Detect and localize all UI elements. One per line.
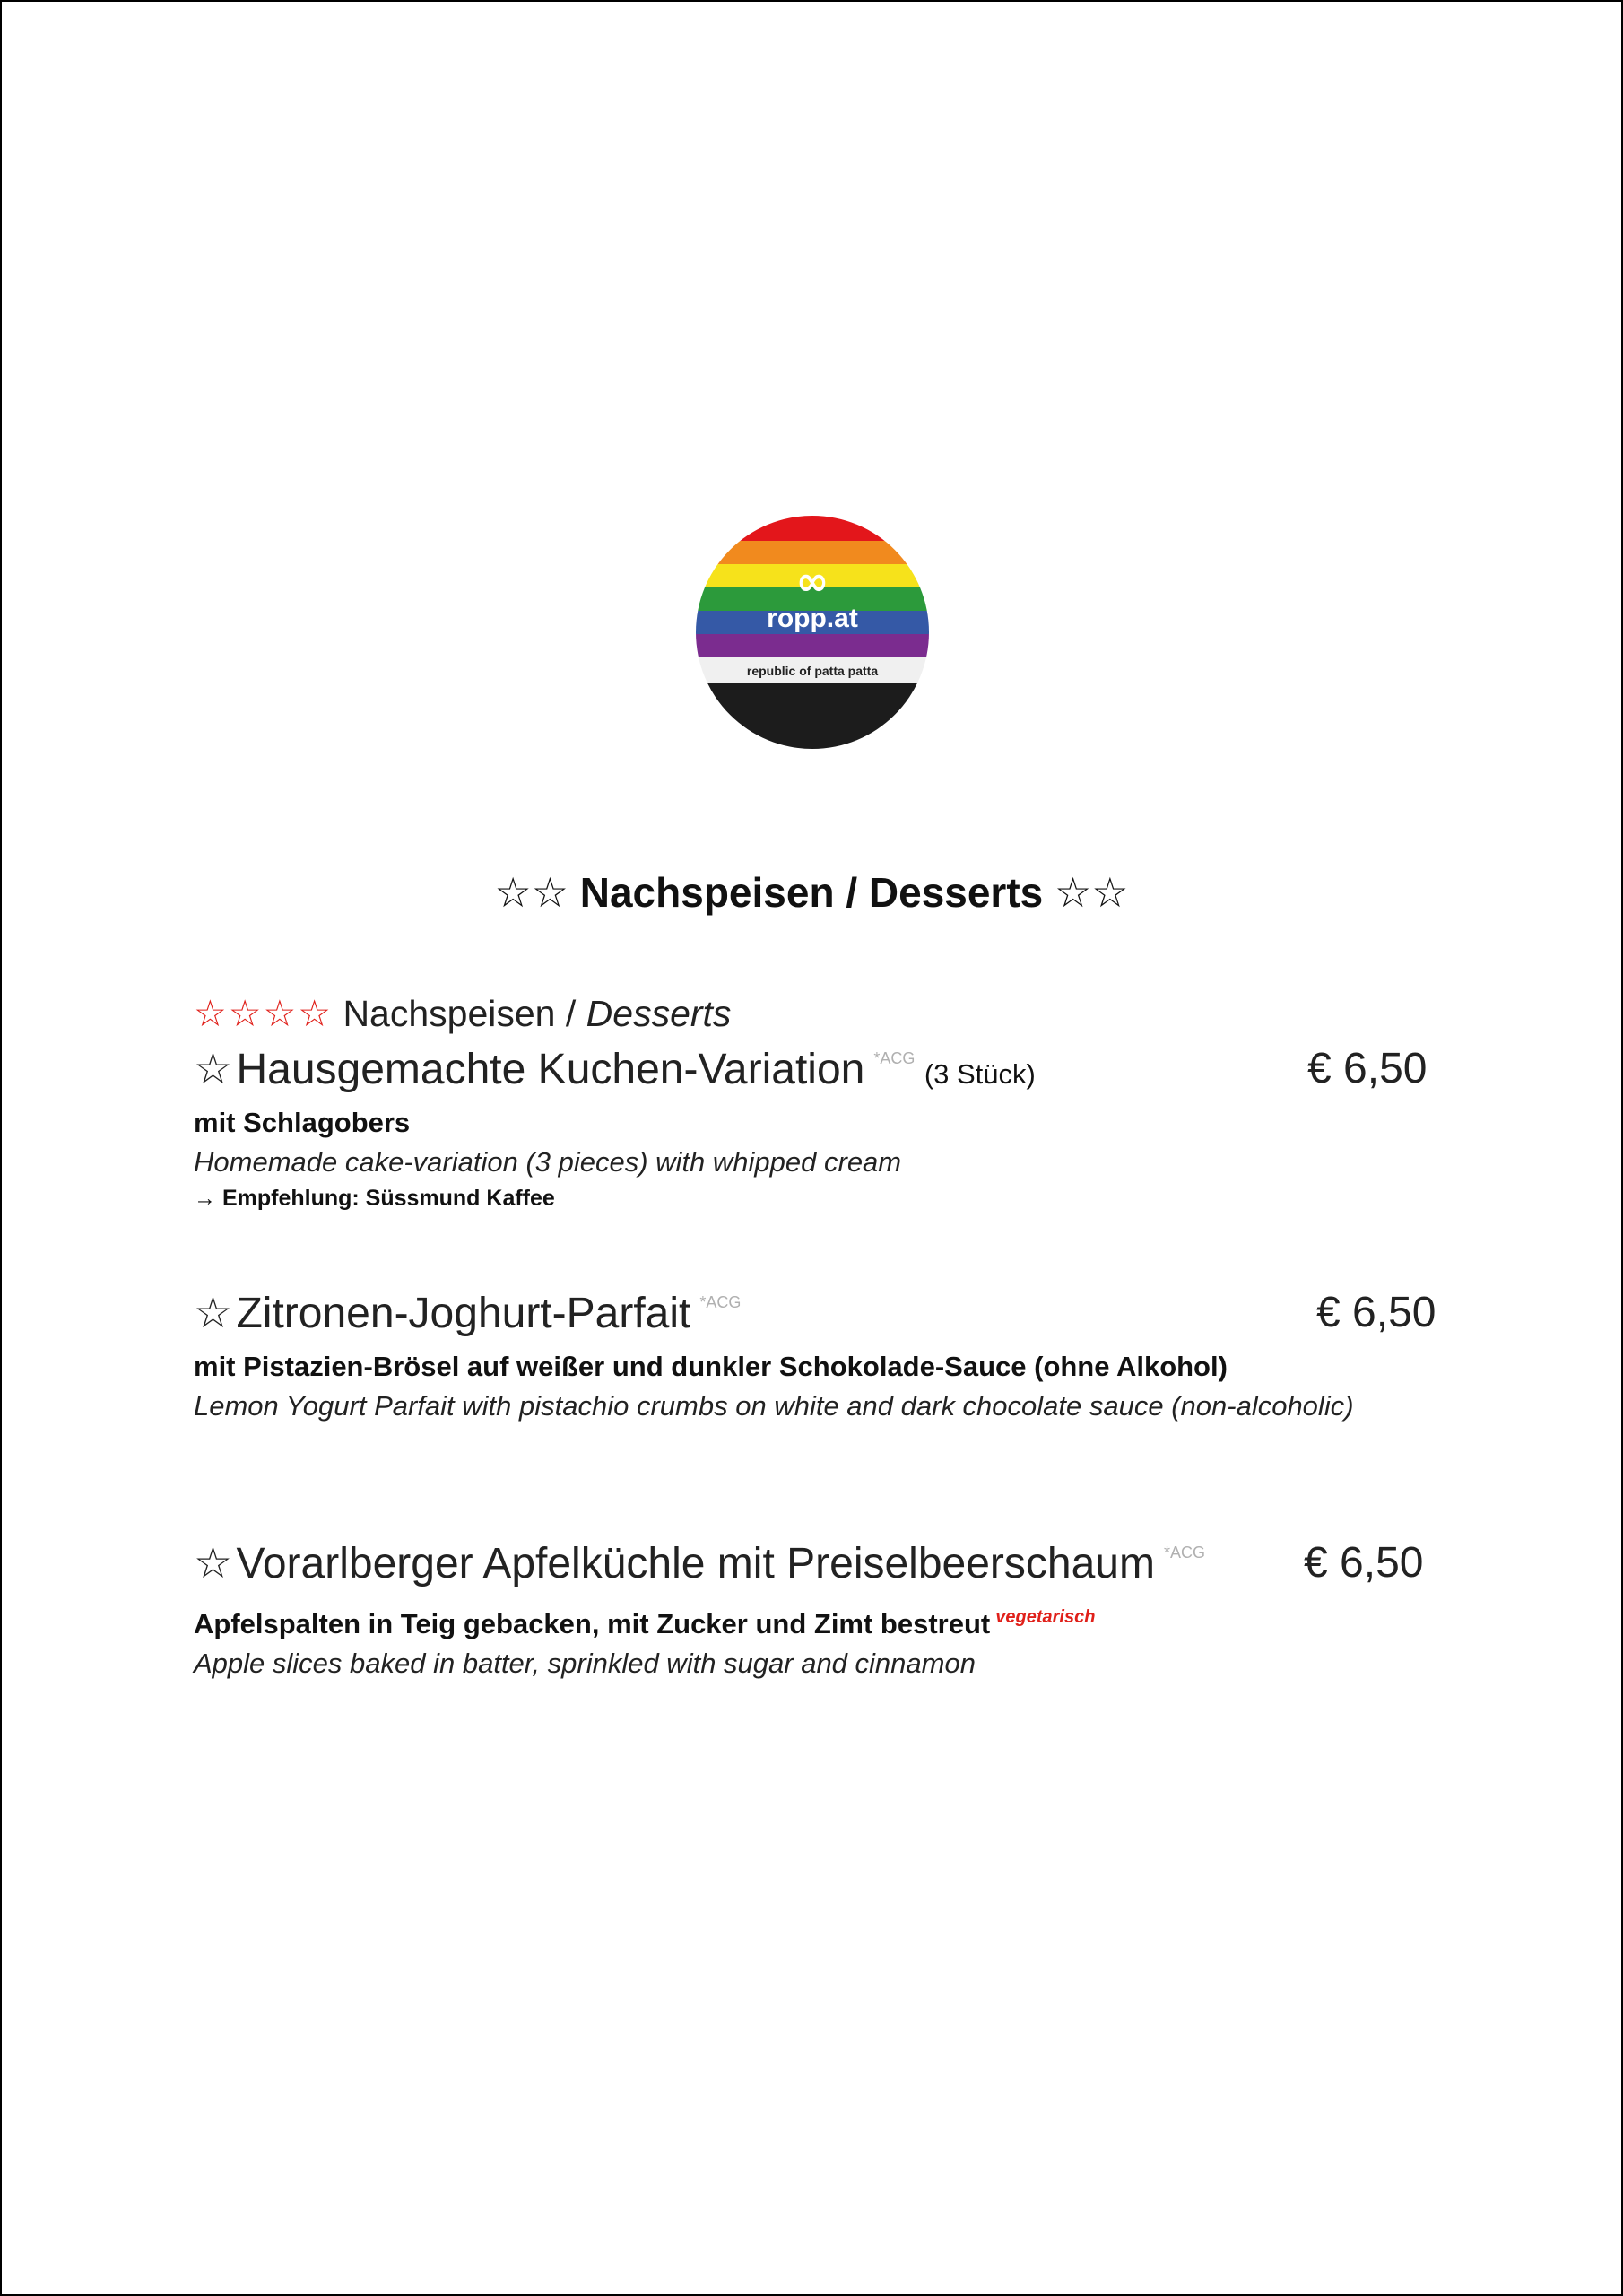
- section-heading-en: Desserts: [586, 993, 732, 1034]
- menu-item: [194, 1538, 1449, 1683]
- star-icon: ☆: [194, 1046, 233, 1093]
- page-title: [2, 868, 1621, 917]
- vegetarian-badge: vegetarisch: [995, 1607, 1096, 1627]
- menu-item-description-de: mit Schlagobers: [194, 1107, 411, 1138]
- title-stars-right-icon: ☆☆: [1055, 869, 1129, 916]
- menu-item-header: [194, 1538, 1449, 1594]
- menu-item-name: Zitronen-Joghurt-Parfait: [236, 1290, 691, 1337]
- menu-item-description-en: Apple slices baked in batter, sprinkled with sugar and cinnamon: [194, 1648, 976, 1679]
- menu-item: [194, 1288, 1449, 1426]
- menu-item-description-en: Lemon Yogurt Parfait with pistachio crumbs on white and dark chocolate sauce (non-alcoholic): [194, 1390, 1354, 1422]
- menu-item-price: € 6,50: [1316, 1289, 1436, 1336]
- menu-item-description-en: Homemade cake-variation (3 pieces) with whipped cream: [194, 1146, 902, 1178]
- menu-item-description-de: mit Pistazien-Brösel auf weißer und dunkler Schokolade-Sauce (ohne Alkohol): [194, 1351, 1228, 1382]
- star-icon: ☆: [194, 1540, 233, 1587]
- infinity-icon: ∞: [795, 559, 829, 604]
- menu-item-description-de-text: Apfelspalten in Teig gebacken, mit Zucker und Zimt bestreut: [194, 1608, 991, 1639]
- menu-item-name: Hausgemachte Kuchen-Variation: [236, 1046, 865, 1093]
- allergen-code: *ACG: [699, 1293, 742, 1311]
- menu-item: [194, 1044, 1449, 1212]
- section-heading: [194, 992, 731, 1035]
- menu-item-header: [194, 1288, 1449, 1344]
- logo-tagline: republic of patta patta: [746, 664, 879, 678]
- rainbow-logo-graphic: [696, 516, 929, 749]
- menu-item-name: Vorarlberger Apfelküchle mit Preiselbeerschaum: [236, 1540, 1155, 1587]
- menu-item-description-de: [194, 1599, 1449, 1642]
- ropp-logo: [696, 516, 929, 749]
- page-title-text: Nachspeisen / Desserts: [579, 869, 1044, 916]
- logo-name: ropp.at: [767, 604, 858, 633]
- section-stars-icon: ☆☆☆☆: [194, 993, 334, 1034]
- menu-item-recommendation: → Empfehlung: Süssmund Kaffee: [194, 1186, 555, 1211]
- menu-item-price: € 6,50: [1304, 1539, 1424, 1587]
- allergen-code: *ACG: [1163, 1544, 1205, 1561]
- title-stars-left-icon: ☆☆: [494, 869, 568, 916]
- section-heading-de: Nachspeisen /: [343, 993, 577, 1034]
- menu-item-price: € 6,50: [1307, 1045, 1428, 1092]
- menu-item-quantity: (3 Stück): [924, 1058, 1036, 1090]
- allergen-code: *ACG: [873, 1049, 916, 1067]
- star-icon: ☆: [194, 1290, 233, 1337]
- menu-item-header: [194, 1044, 1449, 1100]
